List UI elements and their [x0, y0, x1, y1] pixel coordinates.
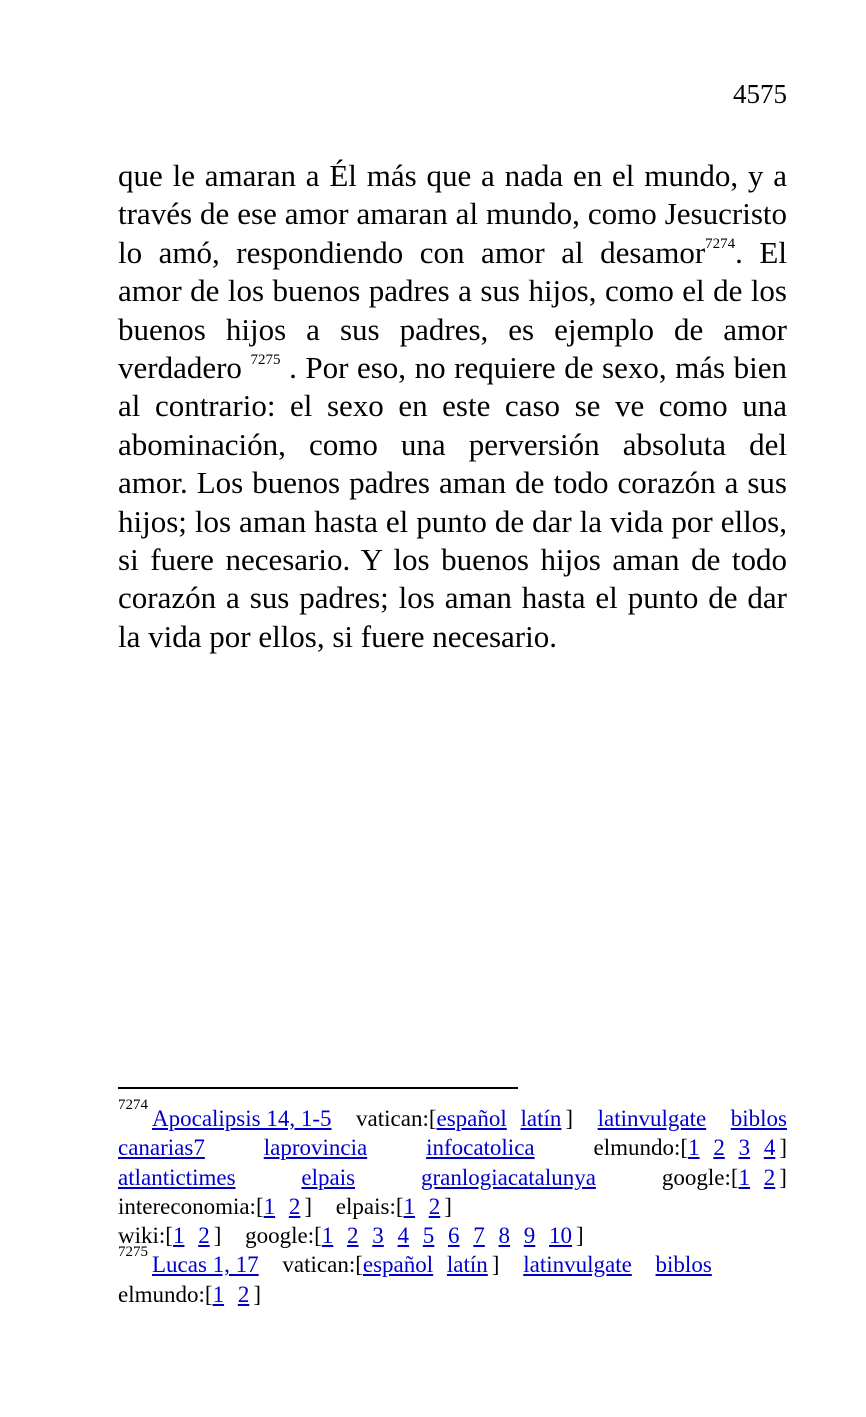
link-wiki-2[interactable]: 2	[198, 1223, 210, 1249]
footnote-ref-7274[interactable]: 7274	[705, 236, 736, 253]
link-vatican-latin[interactable]: latín	[446, 1252, 488, 1278]
link-laprovincia[interactable]: laprovincia	[263, 1135, 368, 1161]
link-elmundo-4[interactable]: 4	[763, 1135, 776, 1161]
link-google2-5[interactable]: 5	[422, 1223, 435, 1249]
link-intereconomia-2[interactable]: 2	[288, 1193, 301, 1219]
body-text-1: que le amaran a Él más que a nada en el mundo, y a través de ese amor amaran al mundo, como Jesucristo lo amó, respondiendo con amor al desamor	[118, 158, 787, 270]
link-canarias7[interactable]: canarias7	[118, 1135, 205, 1161]
link-infocatolica[interactable]: infocatolica	[426, 1135, 535, 1161]
link-wiki-1[interactable]: 1	[172, 1223, 185, 1249]
link-google-1[interactable]: 1	[738, 1164, 751, 1190]
link-intereconomia-1[interactable]: 1	[263, 1193, 276, 1219]
link-google2-4[interactable]: 4	[397, 1223, 410, 1249]
link-google2-7[interactable]: 7	[473, 1223, 485, 1249]
link-elmundo-2[interactable]: 2	[237, 1281, 250, 1307]
vatican-label: vatican:	[356, 1106, 429, 1131]
footnote-7275-line-2: elmundo:[1 2 ]	[118, 1281, 261, 1307]
footnote-number: 7274	[118, 1097, 148, 1114]
footnote-ref-7275[interactable]: 7275	[250, 351, 281, 368]
link-google2-10[interactable]: 10	[549, 1223, 573, 1249]
footnote-7274-line-4: intereconomia:[1 2 ] elpais:[1 2 ]	[118, 1193, 452, 1219]
link-elmundo-1[interactable]: 1	[688, 1135, 700, 1161]
link-elpais-1[interactable]: 1	[403, 1193, 416, 1219]
footnote-number: 7275	[118, 1243, 148, 1260]
link-vatican-latin[interactable]: latín	[520, 1106, 562, 1131]
link-granlogiacatalunya[interactable]: granlogiacatalunya	[420, 1164, 596, 1190]
link-vatican-espanol[interactable]: español	[436, 1106, 507, 1131]
elpais-label: elpais:	[335, 1193, 396, 1219]
footnote-7274-line-3: atlantictimes elpais granlogiacatalunya google:[1 2 ]	[118, 1163, 787, 1192]
google-label: google:	[661, 1164, 731, 1190]
page-number: 4575	[733, 79, 787, 109]
link-elmundo-1[interactable]: 1	[212, 1281, 225, 1307]
intereconomia-label: intereconomia:	[118, 1193, 256, 1219]
google2-label: google:	[245, 1223, 315, 1249]
body-text-3: . Por eso, no requiere de sexo, más bien al contrario: el sexo en este caso se ve como una abominación, como una perversión absoluta del amor. Los buenos padres aman de todo corazón a sus hijos; los aman hasta el punto de dar la vida por ellos, si fuere necesario. Y los buenos hijos aman de todo corazón a sus padres; los aman hasta el punto de dar la vida por ellos, si fuere necesario.	[118, 350, 788, 654]
link-apocalipsis[interactable]: Apocalipsis 14, 1-5	[152, 1106, 332, 1131]
link-google-2[interactable]: 2	[763, 1164, 776, 1190]
elmundo-label: elmundo:	[118, 1281, 205, 1307]
link-elpais-2[interactable]: 2	[428, 1193, 441, 1219]
link-google2-1[interactable]: 1	[321, 1223, 334, 1249]
elmundo-label: elmundo:	[593, 1135, 681, 1161]
vatican-label: vatican:	[282, 1252, 356, 1278]
link-elmundo-3[interactable]: 3	[738, 1135, 751, 1161]
link-google2-3[interactable]: 3	[372, 1223, 384, 1249]
footnote-7274-line-5: wiki:[1 2 ] google:[1 2 3 4 5 6 7 8 9 10 ]	[118, 1223, 584, 1249]
link-atlantictimes[interactable]: atlantictimes	[118, 1164, 236, 1190]
link-google2-6[interactable]: 6	[448, 1223, 460, 1249]
link-elmundo-2[interactable]: 2	[713, 1135, 725, 1161]
footnotes	[118, 1097, 787, 1309]
footnote-7274-line-2: canarias7 laprovincia infocatolica elmundo:[1 2 3 4 ]	[118, 1133, 787, 1162]
wiki-label: wiki:	[118, 1223, 166, 1249]
footnote-divider	[118, 1087, 518, 1089]
footnote-7275-line-1: $^{7275}$Lucas 1, 17 vatican:[español latín ] latinvulgate biblos	[118, 1243, 712, 1278]
body-paragraph	[118, 157, 787, 656]
link-elpais[interactable]: elpais	[301, 1164, 356, 1190]
link-lucas[interactable]: Lucas 1, 17	[152, 1252, 259, 1278]
link-latinvulgate[interactable]: latinvulgate	[597, 1106, 707, 1131]
link-biblos[interactable]: biblos	[730, 1106, 787, 1131]
link-vatican-espanol[interactable]: español	[362, 1252, 434, 1278]
footnote-7274-line-1: $^{7274}$Apocalipsis 14, 1-5 vatican:[español latín ] latinvulgate biblos	[118, 1104, 787, 1133]
link-latinvulgate[interactable]: latinvulgate	[523, 1252, 632, 1278]
link-biblos[interactable]: biblos	[655, 1252, 712, 1278]
link-google2-8[interactable]: 8	[498, 1223, 511, 1249]
link-google2-9[interactable]: 9	[523, 1223, 536, 1249]
body-text-2: . El amor de los buenos padres a sus hijos, como el de los buenos hijos a sus padres, es ejemplo de amor verdadero	[118, 234, 787, 386]
link-google2-2[interactable]: 2	[347, 1223, 359, 1249]
